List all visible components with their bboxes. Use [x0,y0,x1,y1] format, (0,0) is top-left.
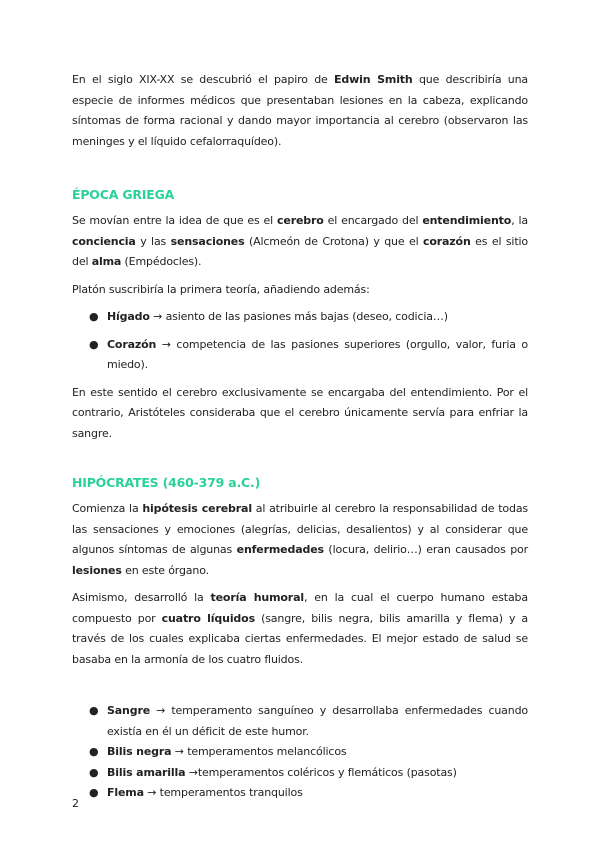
bold-term: entendimiento [422,214,512,227]
text-run: y las [135,234,171,248]
bold-term: Flema [107,786,144,799]
text-run: (Empédocles). [121,255,202,268]
text-run: que describiría una especie de informes médicos que presentaban lesiones en la cabeza, explicando síntomas de forma racional y dando mayor importancia al cerebro (observaron las meninges y el líquido cefalorraquídeo). [72,73,528,148]
text-run: → temperamentos melancólicos [171,745,347,758]
text-run: el encargado del [323,214,423,227]
bold-term: Bilis negra [107,745,172,758]
text-run: → temperamentos tranquilos [143,786,303,799]
bold-term: lesiones [72,563,122,577]
bold-term: conciencia [72,234,136,248]
text-run: Se movían entre la idea de que es el [72,214,278,227]
epoca-paragraph-2: Platón suscribiría la primera teoría, añadiendo además: [72,282,370,296]
hipocrates-paragraph-1 [72,499,528,581]
text-run: (Alcmeón de Crotona) y que el [244,234,423,248]
text-run: →temperamentos coléricos y flemáticos (pasotas) [185,765,457,779]
list-item [72,763,528,784]
bold-term: cerebro [277,214,324,227]
bullet-icon: ● [89,704,99,717]
bold-term: Sangre [107,704,151,717]
bold-term: Edwin Smith [334,73,413,86]
bold-term: enfermedades [236,543,324,556]
bold-term: hipótesis cerebral [142,502,252,515]
bullet-icon: ● [89,310,99,323]
section-heading-hipocrates: HIPÓCRATES (460-379 a.C.) [72,475,261,490]
document-page [72,70,528,804]
epoca-bullet-list [72,307,528,376]
bullet-icon: ● [89,765,99,779]
bold-term: cuatro líquidos [161,611,255,625]
hipocrates-paragraph-2 [72,588,528,670]
section-heading-epoca-griega: ÉPOCA GRIEGA [72,187,175,202]
bold-term: sensaciones [170,234,245,248]
text-run: → competencia de las pasiones superiores (orgullo, valor, furia o miedo). [107,337,528,371]
list-item [72,335,528,376]
text-run: En el siglo XIX-XX se descubrió el papiro de [72,73,335,86]
text-run: , la [511,214,528,227]
text-run: (sangre, bilis negra, bilis amarilla y flema) y a través de los cuales explicaba ciertas enfermedades. El mejor estado de salud se basaba en la armonía de los cuatro fluidos. [72,611,529,666]
bold-term: Hígado [107,310,150,323]
epoca-paragraph-3: En este sentido el cerebro exclusivamente se encargaba del entendimiento. Por el contrario, Aristóteles consideraba que el cerebro únicamente servía para enfriar la sangre. [72,385,528,440]
bullet-icon: ● [89,745,99,758]
text-run: es el sitio del [72,234,528,268]
list-item [72,742,528,763]
text-run: en este órgano. [121,563,209,577]
text-run: Asimismo, desarrolló la [72,591,211,604]
text-run: , en la cual el cuerpo humano estaba compuesto por [72,591,528,625]
bold-term: teoría humoral [210,591,304,604]
list-item [72,307,528,328]
bullet-icon: ● [89,786,99,799]
text-run: Comienza la [72,502,143,515]
text-run: (locura, delirio…) eran causados por [323,543,528,556]
bullet-icon: ● [89,337,99,351]
humores-bullet-list [72,701,528,804]
intro-paragraph [72,70,528,152]
bold-term: Bilis amarilla [107,765,186,779]
bold-term: corazón [422,234,471,248]
bold-term: alma [91,255,122,268]
text-run: al atribuirle al cerebro la responsabilidad de todas las sensaciones y emociones (alegrías, delicias, desalientos) y al considerar que algunos síntomas de algunas [72,502,528,556]
list-item [72,701,528,742]
text-run: → asiento de las pasiones más bajas (deseo, codicia…) [149,310,448,323]
epoca-paragraph-1 [72,211,528,273]
text-run: → temperamento sanguíneo y desarrollaba enfermedades cuando existía en él un déficit de este humor. [107,704,528,738]
list-item [72,783,528,804]
page-number: 2 [72,797,79,810]
bold-term: Corazón [107,337,157,351]
